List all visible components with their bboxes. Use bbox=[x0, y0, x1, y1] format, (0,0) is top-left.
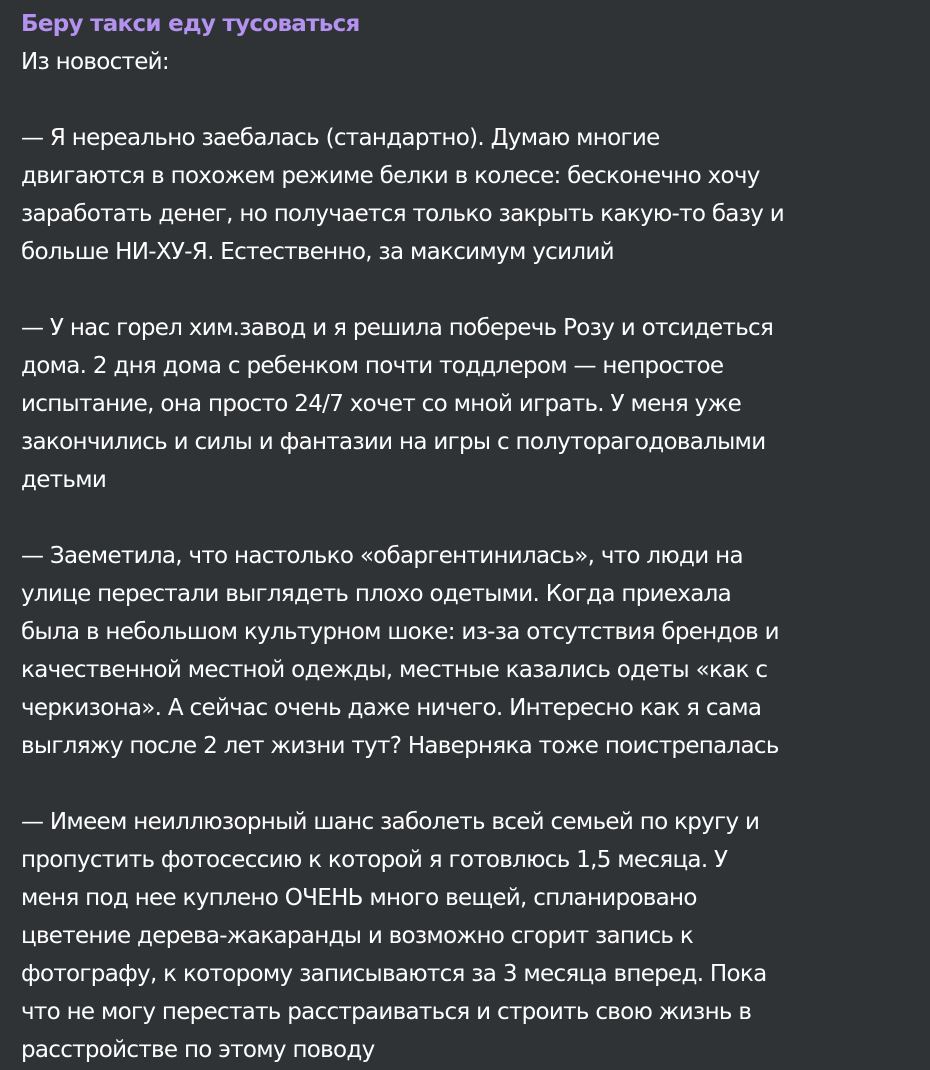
message-line: меня под нее куплено ОЧЕНЬ много вещей, спланировано bbox=[21, 885, 697, 911]
message-line: Из новостей: bbox=[21, 49, 169, 75]
message-line: качественной местной одежды, местные казались одеты «как с bbox=[21, 657, 768, 683]
message-line: черкизона». А сейчас очень даже ничего. Интересно как я сама bbox=[21, 695, 762, 721]
paragraph-gap bbox=[21, 81, 914, 119]
message-line: что не могу перестать расстраиваться и строить свою жизнь в bbox=[21, 999, 752, 1025]
message-line: — У нас горел хим.завод и я решила поберечь Розу и отсидеться bbox=[21, 315, 774, 341]
message-line: была в небольшом культурном шоке: из-за отсутствия брендов и bbox=[21, 619, 779, 645]
message-line: пропустить фотосессию к которой я готовлюсь 1,5 месяца. У bbox=[21, 847, 728, 873]
message-line: детьми bbox=[21, 467, 107, 493]
sender-name[interactable]: Беру такси еду тусоваться bbox=[21, 11, 360, 37]
message-line: цветение дерева-жакаранды и возможно сгорит запись к bbox=[21, 923, 694, 949]
message-line: — Заеметила, что настолько «обаргентинилась», что люди на bbox=[21, 543, 743, 569]
message-line: фотографу, к которому записываются за 3 месяца вперед. Пока bbox=[21, 961, 767, 987]
message-line: заработать денег, но получается только закрыть какую-то базу и bbox=[21, 201, 784, 227]
message-text bbox=[21, 43, 914, 1069]
message-line: — Я нереально заебалась (стандартно). Думаю многие bbox=[21, 125, 660, 151]
message-line: двигаются в похожем режиме белки в колесе: бесконечно хочу bbox=[21, 163, 760, 189]
paragraph-gap bbox=[21, 271, 914, 309]
message-line: выгляжу после 2 лет жизни тут? Наверняка тоже поистрепалась bbox=[21, 733, 779, 759]
message-line: — Имеем неиллюзорный шанс заболеть всей семьей по кругу и bbox=[21, 809, 760, 835]
message-line: улице перестали выглядеть плохо одетыми. Когда приехала bbox=[21, 581, 731, 607]
message-line: испытание, она просто 24/7 хочет со мной играть. У меня уже bbox=[21, 391, 742, 417]
message-line: расстройстве по этому поводу bbox=[21, 1037, 375, 1063]
paragraph-gap bbox=[21, 765, 914, 803]
message-line: дома. 2 дня дома с ребенком почти тоддлером — непростое bbox=[21, 353, 724, 379]
message-line: больше НИ-ХУ-Я. Естественно, за максимум усилий bbox=[21, 239, 614, 265]
paragraph-gap bbox=[21, 499, 914, 537]
message-line: закончились и силы и фантазии на игры с полуторагодовалыми bbox=[21, 429, 766, 455]
